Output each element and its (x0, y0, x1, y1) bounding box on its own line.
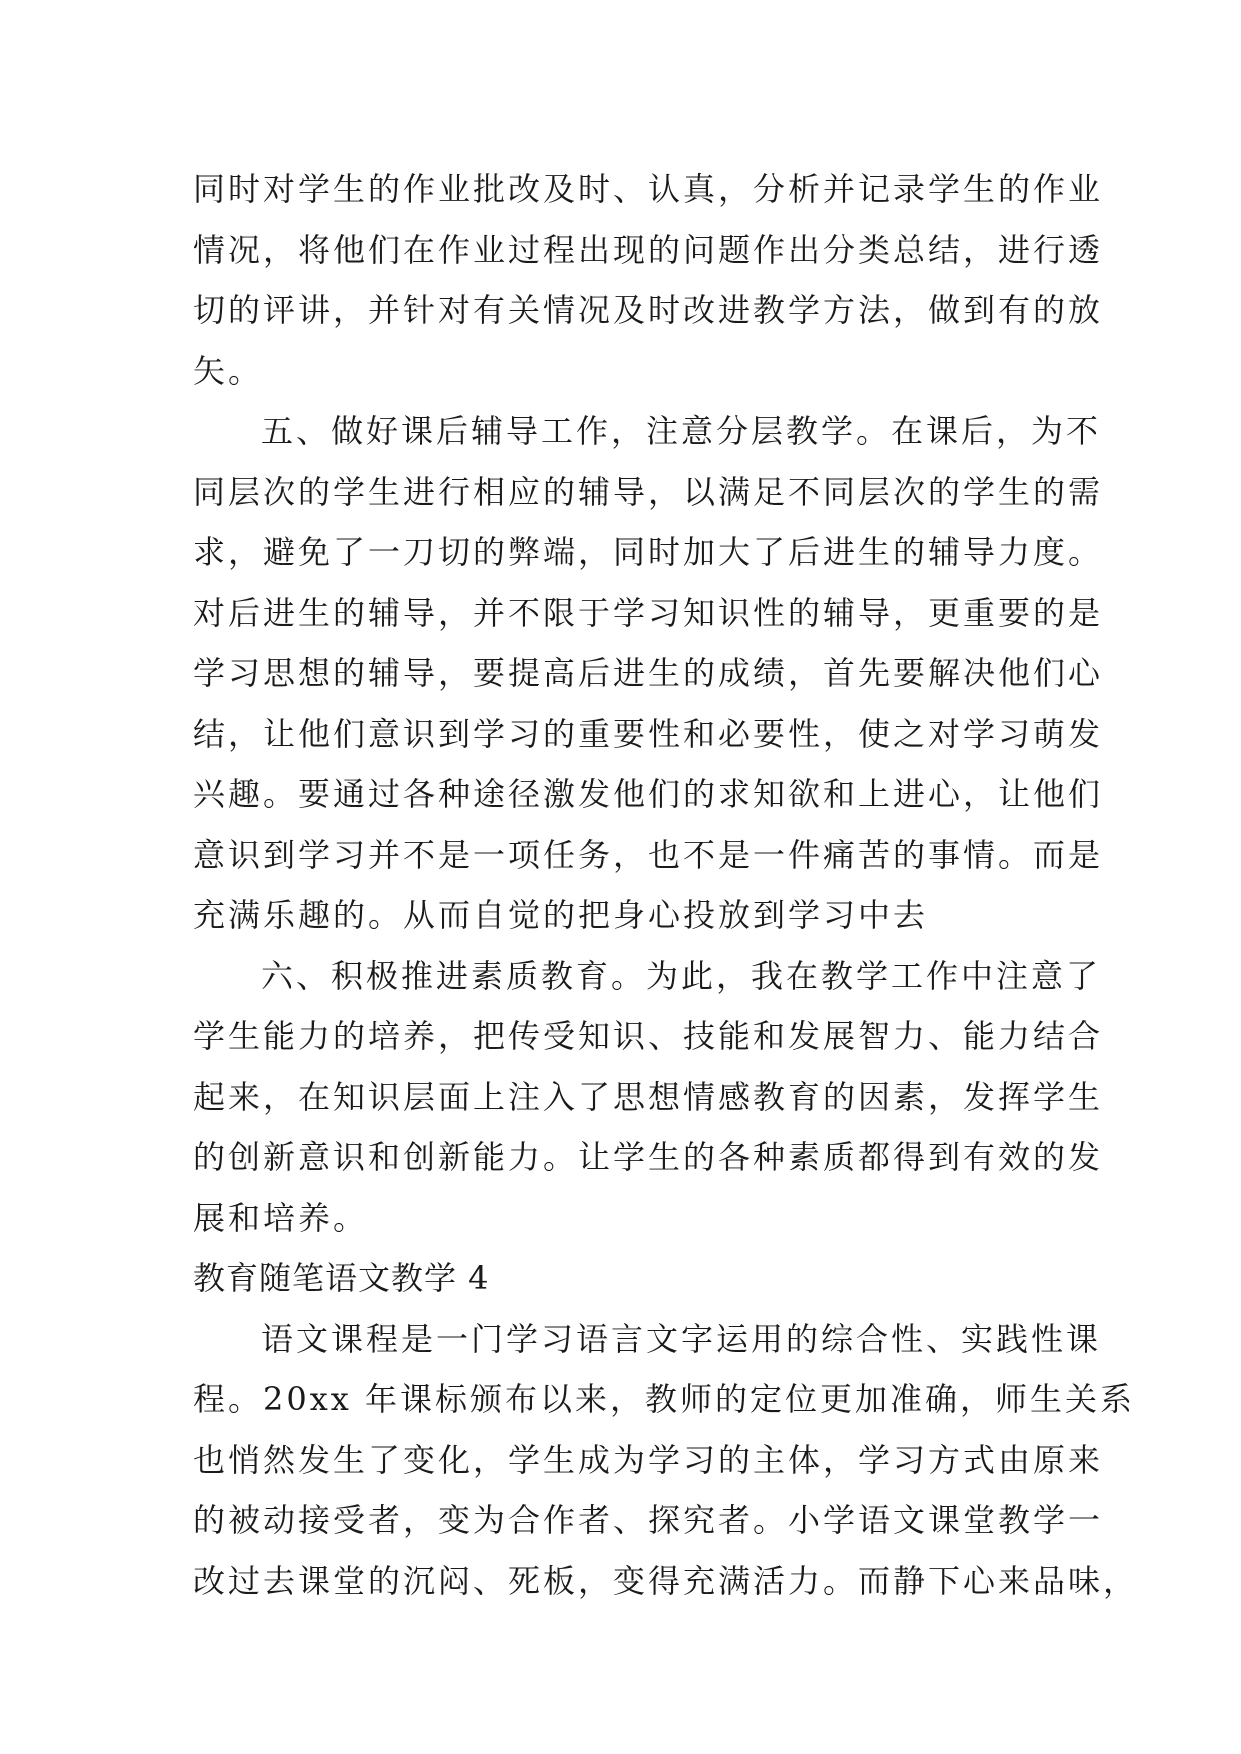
text-line: 充满乐趣的。从而自觉的把身心投放到学习中去 (193, 896, 929, 934)
text-line: 对后进生的辅导，并不限于学习知识性的辅导，更重要的是 (193, 593, 1104, 632)
text-line: 情况，将他们在作业过程出现的问题作出分类总结，进行透 (193, 230, 1104, 269)
text-line: 结，让他们意识到学习的重要性和必要性，使之对学习萌发 (193, 714, 1104, 753)
text-line: 的创新意识和创新能力。让学生的各种素质都得到有效的发 (193, 1138, 1104, 1176)
section-heading: 教育随笔语文教学 4 (193, 1259, 490, 1297)
text-line: 同层次的学生进行相应的辅导，以满足不同层次的学生的需 (193, 472, 1104, 511)
paragraph-first-line: 语文课程是一门学习语言文字运用的综合性、实践性课 (261, 1319, 1102, 1358)
document-body (193, 159, 1139, 1611)
text-line: 学习思想的辅导，要提高后进生的成绩，首先要解决他们心 (193, 654, 1104, 692)
paragraph-first-line: 六、积极推进素质教育。为此，我在教学工作中注意了 (261, 956, 1102, 995)
text-line: 程。20xx 年课标颁布以来，教师的定位更加准确，师生关系 (193, 1380, 1135, 1418)
text-line: 的被动接受者，变为合作者、探究者。小学语文课堂教学一 (193, 1501, 1104, 1539)
text-line: 也悄然发生了变化，学生成为学习的主体，学习方式由原来 (193, 1440, 1104, 1479)
text-line: 展和培养。 (193, 1198, 369, 1237)
text-line: 学生能力的培养，把传受知识、技能和发展智力、能力结合 (193, 1017, 1104, 1055)
text-line: 矢。 (193, 351, 264, 390)
text-line: 求，避免了一刀切的弊端，同时加大了后进生的辅导力度。 (193, 533, 1104, 571)
text-line: 切的评讲，并针对有关情况及时改进教学方法，做到有的放 (193, 291, 1104, 329)
text-line: 兴趣。要通过各种途径激发他们的求知欲和上进心，让他们 (193, 775, 1104, 813)
text-line: 同时对学生的作业批改及时、认真，分析并记录学生的作业 (193, 170, 1104, 208)
text-line: 改过去课堂的沉闷、死板，变得充满活力。而静下心来品味， (193, 1561, 1139, 1600)
text-line: 起来，在知识层面上注入了思想情感教育的因素，发挥学生 (193, 1077, 1104, 1116)
paragraph-first-line: 五、做好课后辅导工作，注意分层教学。在课后，为不 (261, 412, 1102, 450)
text-line: 意识到学习并不是一项任务，也不是一件痛苦的事情。而是 (193, 835, 1104, 874)
